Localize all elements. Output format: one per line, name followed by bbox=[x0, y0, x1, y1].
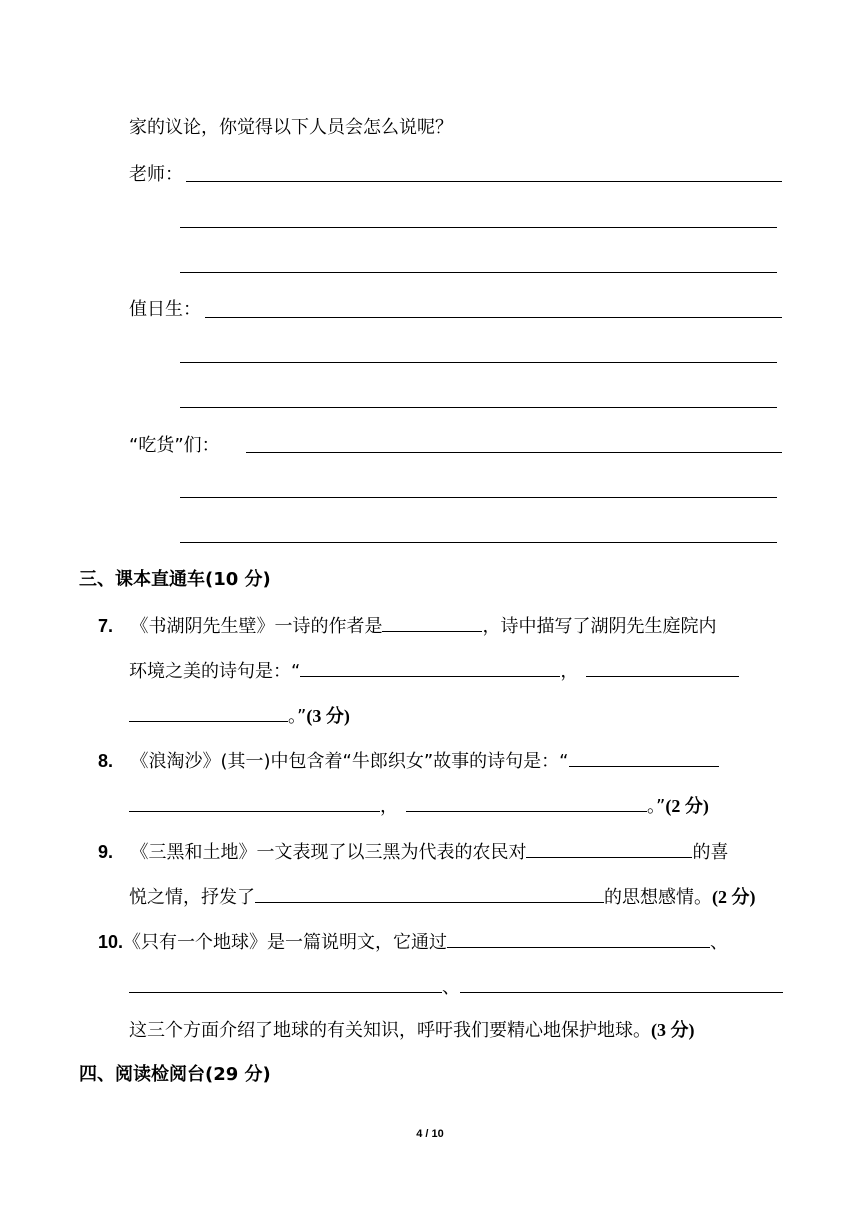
answer-blank[interactable] bbox=[526, 838, 692, 858]
answer-blank[interactable] bbox=[569, 747, 719, 767]
question-8-line-1 bbox=[98, 747, 719, 774]
question-9-line-2 bbox=[129, 883, 756, 910]
question-text: 《三黑和土地》一文表现了以三黑为代表的农民对 bbox=[130, 842, 527, 863]
answer-blank[interactable] bbox=[255, 883, 604, 903]
question-7-line-1 bbox=[98, 612, 716, 639]
question-text: 《书湖阴先生壁》一诗的作者是 bbox=[130, 616, 383, 637]
answer-blank[interactable] bbox=[586, 657, 739, 677]
answer-blank[interactable] bbox=[406, 792, 647, 812]
answer-line[interactable] bbox=[246, 452, 782, 453]
question-number: 9. bbox=[98, 842, 114, 862]
answer-blank[interactable] bbox=[300, 657, 560, 677]
answer-line[interactable] bbox=[186, 181, 782, 182]
question-number: 8. bbox=[98, 751, 114, 771]
score-label: (2 分) bbox=[712, 887, 756, 907]
section-3-heading: 三、课本直通车(10 分) bbox=[79, 569, 271, 590]
question-7-line-3 bbox=[129, 702, 350, 729]
question-number: 7. bbox=[98, 616, 114, 636]
role-duty-student-label: 值日生： bbox=[129, 299, 201, 320]
question-7-line-2 bbox=[129, 657, 739, 684]
answer-blank[interactable] bbox=[129, 792, 380, 812]
answer-line[interactable] bbox=[180, 497, 777, 498]
answer-line[interactable] bbox=[180, 542, 777, 543]
question-10-line-2 bbox=[129, 973, 783, 1000]
question-9-line-1 bbox=[98, 838, 728, 865]
question-text: 。” bbox=[288, 706, 307, 727]
answer-line[interactable] bbox=[205, 317, 782, 318]
role-foodie-label: “吃货”们： bbox=[129, 435, 220, 456]
question-text: 、 bbox=[710, 932, 729, 953]
question-text: ，诗中描写了湖阴先生庭院内 bbox=[482, 616, 717, 637]
role-teacher-label: 老师： bbox=[129, 164, 183, 185]
question-text: 《只有一个地球》是一篇说明文，它通过 bbox=[123, 932, 448, 953]
question-text: ， bbox=[560, 661, 579, 682]
score-label: (2 分) bbox=[665, 796, 709, 816]
answer-blank[interactable] bbox=[129, 973, 442, 993]
intro-text: 家的议论，你觉得以下人员会怎么说呢？ bbox=[129, 117, 453, 138]
section-4-heading: 四、阅读检阅台(29 分) bbox=[79, 1064, 271, 1085]
question-text: 这三个方面介绍了地球的有关知识，呼吁我们要精心地保护地球。 bbox=[129, 1020, 651, 1041]
question-text: 《浪淘沙》(其一)中包含着“牛郎织女”故事的诗句是：“ bbox=[130, 751, 569, 772]
answer-blank[interactable] bbox=[382, 612, 482, 632]
question-number: 10. bbox=[98, 932, 124, 952]
answer-line[interactable] bbox=[180, 407, 777, 408]
score-label: (3 分) bbox=[306, 706, 350, 726]
answer-blank[interactable] bbox=[129, 702, 288, 722]
question-text: 。” bbox=[647, 796, 666, 817]
question-text: ， bbox=[380, 796, 398, 817]
question-8-line-2 bbox=[129, 792, 709, 819]
question-10-line-3 bbox=[129, 1018, 695, 1043]
question-text: 环境之美的诗句是：“ bbox=[129, 661, 301, 682]
question-text: 悦之情，抒发了 bbox=[129, 887, 255, 908]
page-number: 4 / 10 bbox=[416, 1128, 444, 1140]
question-10-line-1 bbox=[98, 928, 728, 955]
question-text: 的思想感情。 bbox=[604, 887, 712, 908]
answer-line[interactable] bbox=[180, 272, 777, 273]
answer-line[interactable] bbox=[180, 227, 777, 228]
question-text: 的喜 bbox=[692, 842, 729, 863]
answer-blank[interactable] bbox=[447, 928, 710, 948]
answer-line[interactable] bbox=[180, 362, 777, 363]
question-text: 、 bbox=[442, 977, 460, 998]
answer-blank[interactable] bbox=[460, 973, 783, 993]
score-label: (3 分) bbox=[651, 1020, 695, 1040]
